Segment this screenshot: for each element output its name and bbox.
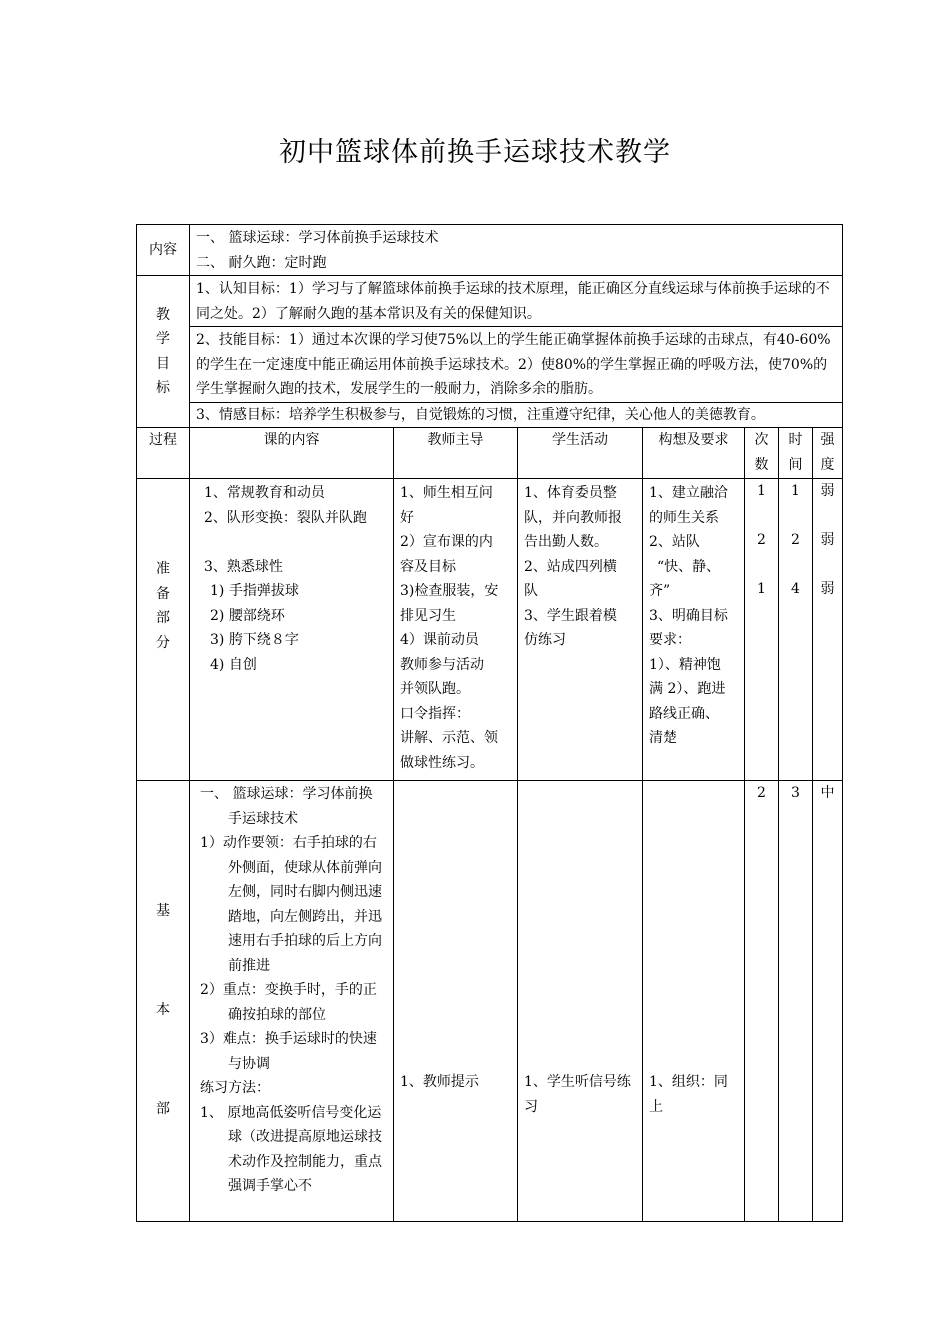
content-line-2: 二、 耐久跑：定时跑 xyxy=(196,254,327,271)
objective-row-skill xyxy=(137,327,843,403)
document-title: 初中篮球体前换手运球技术教学 xyxy=(279,137,671,168)
prep-concept: 1、建立融洽 的师生关系 2、站队 “快、静、 齐” 3、明确目标 要求： 1）、精神饱 满 2）、跑进 路线正确、 清楚 xyxy=(643,479,745,781)
objective-row-emotional xyxy=(137,402,843,428)
prep-time: 1 2 4 xyxy=(779,479,813,781)
basic-label: 基 本 部 xyxy=(137,781,190,1222)
prep-content-line: 2、队形变换：裂队并队跑 xyxy=(204,509,367,526)
basic-content-item: 1、 原地高低姿听信号变化运球（改进提高原地运球技术动作及控制能力，重点强调手掌心不 xyxy=(200,1104,382,1194)
basic-content-item: 练习方法： xyxy=(200,1080,270,1096)
basic-content-item: 2）重点：变换手时，手的正确按拍球的部位 xyxy=(200,982,377,1023)
objectives-label: 教 学 目 标 xyxy=(137,276,190,428)
prep-label: 准 备 部 分 xyxy=(137,479,190,781)
prep-student: 1、体育委员整 队，并向教师报 告出勤人数。 2、站成四列横 队 3、学生跟着模 仿练习 xyxy=(518,479,643,781)
prep-content-line: 2) 腰部绕环 xyxy=(210,607,285,624)
prep-content-line: 3、熟悉球性 xyxy=(204,558,283,575)
header-content: 课的内容 xyxy=(190,428,394,479)
basic-content-item: 一、 篮球运球：学习体前换手运球技术 xyxy=(200,786,373,827)
prep-content-line: 1、常规教育和动员 xyxy=(204,485,325,501)
basic-content xyxy=(190,781,394,1222)
header-concept: 构想及要求 xyxy=(643,428,745,479)
basic-times: 2 xyxy=(745,781,779,1222)
content-label: 内容 xyxy=(137,225,190,276)
header-process: 过程 xyxy=(137,428,190,479)
content-line-1: 一、 篮球运球：学习体前换手运球技术 xyxy=(196,230,439,246)
content-row xyxy=(137,225,843,276)
basic-time: 3 xyxy=(779,781,813,1222)
prep-times: 1 2 1 xyxy=(745,479,779,781)
prep-content-line: 1) 手指弹拔球 xyxy=(210,583,299,599)
prep-row xyxy=(137,479,843,781)
objective-skill: 2、技能目标：1）通过本次课的学习使75%以上的学生能正确掌握体前换手运球的击球点，有40-60%的学生在一定速度中能正确运用体前换手运球技术。2）使80%的学生掌握正确的呼吸方法，使70%的学生掌握耐久跑的技术，发展学生的一般耐力，消除多余的脂肪。 xyxy=(190,327,843,403)
prep-content-line: 3) 胯下绕８字 xyxy=(210,632,299,648)
basic-intensity: 中 xyxy=(813,781,843,1222)
content-cell xyxy=(190,225,843,276)
lesson-plan-table xyxy=(136,224,843,1222)
header-student: 学生活动 xyxy=(518,428,643,479)
prep-intensity: 弱 弱 弱 xyxy=(813,479,843,781)
objective-cognitive: 1、认知目标：1）学习与了解篮球体前换手运球的技术原理，能正确区分直线运球与体前换手运球的不同之处。2）了解耐久跑的基本常识及有关的保健知识。 xyxy=(190,276,843,327)
header-times: 次 数 xyxy=(745,428,779,479)
objective-row-cognitive xyxy=(137,276,843,327)
header-time: 时 间 xyxy=(779,428,813,479)
basic-teacher: 1、教师提示 xyxy=(394,781,518,1222)
header-teacher: 教师主导 xyxy=(394,428,518,479)
objective-emotional: 3、情感目标：培养学生积极参与，自觉锻炼的习惯，注重遵守纪律，关心他人的美德教育。 xyxy=(190,402,843,428)
basic-content-item: 3）难点：换手运球时的快速与协调 xyxy=(200,1031,377,1072)
prep-teacher: 1、师生相互问 好 2）宣布课的内 容及目标 3)检查服装，安 排见习生 4）课前动员 教师参与活动 并领队跑。 口令指挥： 讲解、示范、领 做球性练习。 xyxy=(394,479,518,781)
basic-student: 1、学生听信号练习 xyxy=(518,781,643,1222)
basic-content-item: 1）动作要领：右手拍球的右外侧面，使球从体前弹向左侧，同时右脚内侧迅速踏地，向左侧跨出，并迅速用右手拍球的后上方向前推进 xyxy=(200,835,382,974)
prep-content xyxy=(190,479,394,781)
prep-content-line: 4) 自创 xyxy=(210,656,257,673)
basic-row xyxy=(137,781,843,1222)
header-intensity: 强 度 xyxy=(813,428,843,479)
header-row xyxy=(137,428,843,479)
basic-concept: 1、组织：同上 xyxy=(643,781,745,1222)
